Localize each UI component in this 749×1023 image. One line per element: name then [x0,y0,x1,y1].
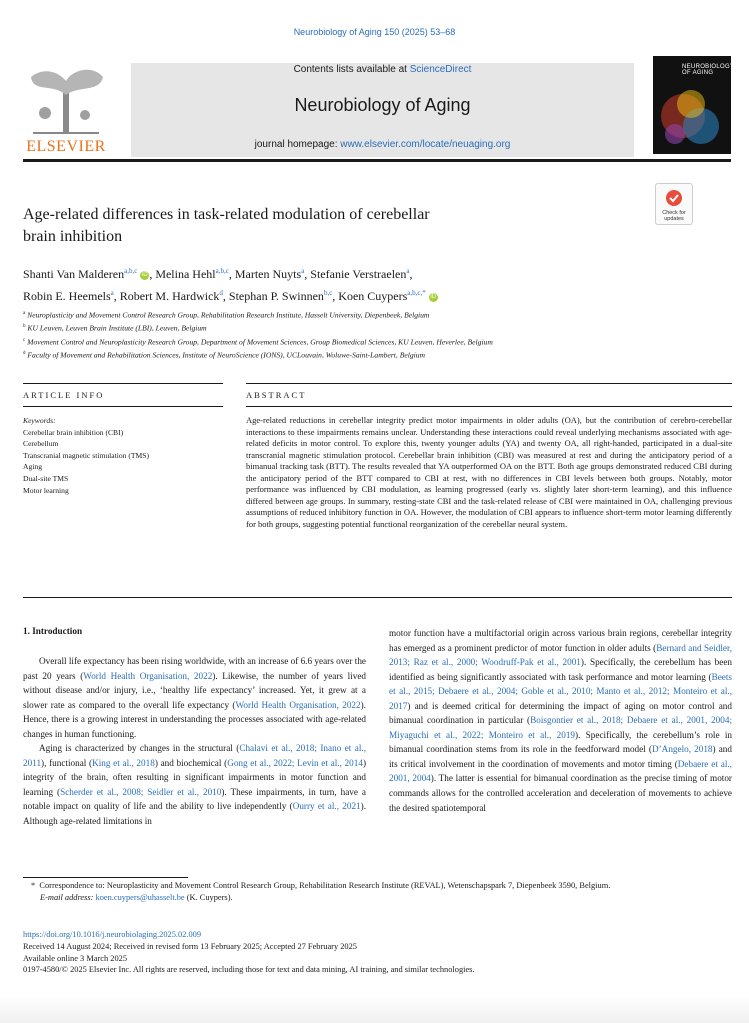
homepage-prefix: journal homepage: [254,139,341,150]
keyword: Cerebellar brain inhibition (CBI) [23,427,124,437]
author[interactable]: Koen Cuypers$^{a,b,c,*}$ iD [338,289,437,303]
citation-link[interactable]: Gong et al., 2022; Levin et al., 2014 [227,757,363,768]
keyword: Motor learning [23,485,69,495]
intro-paragraph-1 [23,654,366,741]
contents-line [131,64,634,75]
keyword: Aging [23,462,42,472]
author-list [23,262,731,306]
abstract-bottom-rule [246,406,732,407]
footnote-email: E-mail address: koen.cuypers@uhasselt.be (K. Cuypers). [40,893,233,902]
keywords-label: Keywords: [23,416,56,425]
affiliations [23,308,731,361]
citation-link[interactable]: Chalavi et al., 2018; Inano et al., 2011 [23,743,366,768]
body-text: ) and biochemical ( [154,757,228,768]
affiliation: $^a$ Neuroplasticity and Movement Control Research Group, Rehabilitation Research Institute, Hasselt University, Diepenbeek, Belgium [23,310,430,320]
available-online: Available online 3 March 2025 [23,953,128,963]
article-info-heading: ARTICLE INFO [23,390,105,400]
affiliation: $^c$ Movement Control and Neuroplasticity Research Group, Department of Movement Sciences, Group Biomedical Sciences, KU Leuven, Heverlee, Belgium [23,337,493,347]
contents-prefix: Contents lists available at [293,64,410,75]
citation-link[interactable]: D’Angelo, 2018 [651,744,713,755]
body-text: ). Specifically, the cerebellum’s role in bimanual coordination stems from its role in the feedforward model ( [389,729,732,755]
homepage-line [131,139,634,150]
body-text: ) integrity of the brain, often resulting in significant impairments in motor function and learning ( [23,757,366,797]
abstract-top-rule [246,383,732,384]
affiliation: $^d$ Faculty of Movement and Rehabilitation Sciences, Institute of NeuroScience (IONS), UCLouvain, Woluwe-Saint-Lambert, Belgium [23,350,426,360]
title-line-2: brain inhibition [23,228,123,245]
sciencedirect-link[interactable]: ScienceDirect [409,64,472,75]
abstract-text: Age-related reductions in cerebellar integrity predict motor impairments in older adults (OA), but the contribution of cerebro-cerebellar interactions to these impairments remains unclear. Understanding these interactions could reveal underlying mechanisms associated with age-related deficits in motor control. To explore this, twenty younger adults (YA) and twenty OA, all right-handed, participated in a dual-site transcranial magnetic stimulation protocol. Cerebellar brain inhibition (CBI) was measured at rest and during the anticipatory period of a bimanual tracking task (BTT). The results revealed that YA outperformed OA on the BTT. Both age groups demonstrated reduced CBI during the anticipatory period of the BTT compared to CBI at rest, with no differences in CBI levels between both groups. Notably, motor performance was influenced by CBI modulation, as learning progressed (early vs. slightly later short-term learning), and this influence differed between age groups. In summary, resting-state CBI and the task-related release of CBI were maintained in OA, challenging previous assumptions of reduced inhibitory function in OA. However, the modulation of CBI appears to influence short-term motor learning differently for both groups, suggesting potential functional reorganization of the cerebellar neural system. [246,415,732,529]
article-title [23,204,583,248]
journal-title: Neurobiology of Aging [294,95,471,115]
body-text: ). Hence, there is a growing interest in understanding the processes associated with age-related changes in human functioning. [23,699,366,739]
abstract-end-rule [23,597,732,598]
orcid-icon[interactable]: iD [141,271,148,278]
abstract-heading: ABSTRACT [246,390,307,400]
body-text: ). These impairments, in turn, have a notable impact on quality of life and the ability to live independently ( [23,786,366,812]
citation-link[interactable]: King et al., 2018 [92,757,155,768]
footnote-text: * Correspondence to: Neuroplasticity and Movement Control Research Group, Rehabilitation Research Institute (REVAL), Wetenschapspark 7, Diepenbeek 3590, Belgium. [31,881,611,890]
article-metadata [23,929,731,976]
header-divider [23,159,731,162]
author-line-1: Shanti Van Malderen$^{a,b,c}$ iD , Melina Hehl$^{a,b,c}$, Marten Nuyts$^a$, Stefanie Verstraelen$^a$, [23,267,413,281]
body-text: Aging is characterized by changes in the structural ( [39,743,240,754]
citation-link[interactable]: World Health Organisation, 2022 [83,670,213,681]
author[interactable]: Stefanie Verstraelen$^a$ [310,267,410,281]
email-link[interactable]: koen.cuypers@uhasselt.be [95,893,185,902]
info-bottom-rule [23,406,223,407]
page-bottom-shade [0,995,749,1023]
footnote-marker: * [31,881,36,890]
citation-link[interactable]: Boisgontier et al., 2018; Debaere et al., 2001, 2004; Miyaguchi et al., 2022; Monteiro et al., 2019 [389,715,733,740]
title-line-1: Age-related differences in task-related modulation of cerebellar [23,206,430,223]
intro-column-right [389,626,732,815]
doi-link[interactable]: https://doi.org/10.1016/j.neurobiolaging.2025.02.009 [23,930,202,939]
intro-paragraph-2 [23,741,366,828]
author[interactable]: Marten Nuyts$^a$ [234,267,305,281]
intro-column-left [23,654,366,829]
body-text: Overall life expectancy has been rising worldwide, with an increase of 6.6 years over the past 20 years ( [23,656,366,681]
body-text: ) and is deemed critical for determining the impact of aging on motor control and bimanual coordination in particular ( [389,700,732,726]
section-heading-introduction: 1. Introduction [23,626,83,636]
cover-title: NEUROBIOLOGY OF AGING [682,64,735,76]
footnote-rule [23,877,188,878]
body-text: ). Likewise, the number of years lived without disease and/or injury, i.e., ‘healthy life expectancy’ increased. Yet, it grew at a slower rate as compared to the overall life expectancy ( [23,670,366,710]
author-line-2: Robin E. Heemels$^a$, Robert M. Hardwick$^d$, Stephan P. Swinnen$^{b,c}$, Koen Cuypers$^{a,b,c,*}$ iD [23,289,437,303]
citation-link[interactable]: Debaere et al., 2001, 2004 [389,758,732,784]
citation-link[interactable]: Bernard and Seidler, 2013; Raz et al., 2000; Woodruff-Pak et al., 2001 [389,642,732,668]
body-text: ), functional ( [41,757,93,768]
correspondence-footnote [23,880,731,904]
citation-link[interactable]: Ourry et al., 2021 [292,801,361,812]
check-for-updates-badge[interactable] [655,183,693,225]
body-text: ) and its critical involvement in the coordination of movements and motor timing ( [389,744,732,769]
copyright: 0197-4580/© 2025 Elsevier Inc. All rights are reserved, including those for text and data mining, AI training, and similar technologies. [23,965,475,975]
info-top-rule [23,383,223,384]
author[interactable]: Stephan P. Swinnen$^{b,c}$ [228,289,333,303]
author[interactable]: Melina Hehl$^{a,b,c}$ [155,267,229,281]
journal-reference[interactable]: Neurobiology of Aging 150 (2025) 53–68 [293,27,456,37]
keyword: Dual-site TMS [23,473,69,483]
homepage-link[interactable]: www.elsevier.com/locate/neuaging.org [340,139,511,150]
orcid-icon[interactable]: iD [430,293,437,300]
keywords-block [23,415,223,496]
keyword: Cerebellum [23,439,59,449]
author[interactable]: Robert M. Hardwick$^d$ [119,289,223,303]
body-text: motor function have a multifactorial origin across various brain regions, cerebellar integrity has emerged as a prominent predictor of motor function in older adults ( [389,628,732,653]
elsevier-wordmark: ELSEVIER [26,138,106,155]
check-updates-icon [664,188,684,208]
affiliation: $^b$ KU Leuven, Leuven Brain Institute (LBI), Leuven, Belgium [23,323,207,333]
keyword: Transcranial magnetic stimulation (TMS) [23,450,150,460]
email-label: E-mail address: [40,893,96,902]
body-text: ). Although age-related limitations in [23,801,366,827]
intro-paragraph-3 [389,626,732,815]
author[interactable]: Robin E. Heemels$^a$ [23,289,114,303]
citation-link[interactable]: Beets et al., 2015; Debaere et al., 2004; Goble et al., 2010; Manto et al., 2012; Monteiro et al., 2017 [389,671,732,711]
author[interactable]: Shanti Van Malderen$^{a,b,c}$ iD [23,267,148,281]
body-text: ). The latter is essential for bimanual coordination as the precise timing of motor commands allows for the controlled acceleration and deceleration of movements to achieve the desired spatiotemporal [389,773,732,813]
body-text: ). Specifically, the cerebellum has been identified as being significantly associated with task performance and motor learning ( [389,657,732,682]
check-updates-label: Check for updates [662,210,686,222]
citation-link[interactable]: World Health Organisation, 2022 [235,699,361,710]
citation-link[interactable]: Scherder et al., 2008; Seidler et al., 2010 [60,786,222,797]
received-dates: Received 14 August 2024; Received in revised form 13 February 2025; Accepted 27 February 2025 [23,941,357,951]
